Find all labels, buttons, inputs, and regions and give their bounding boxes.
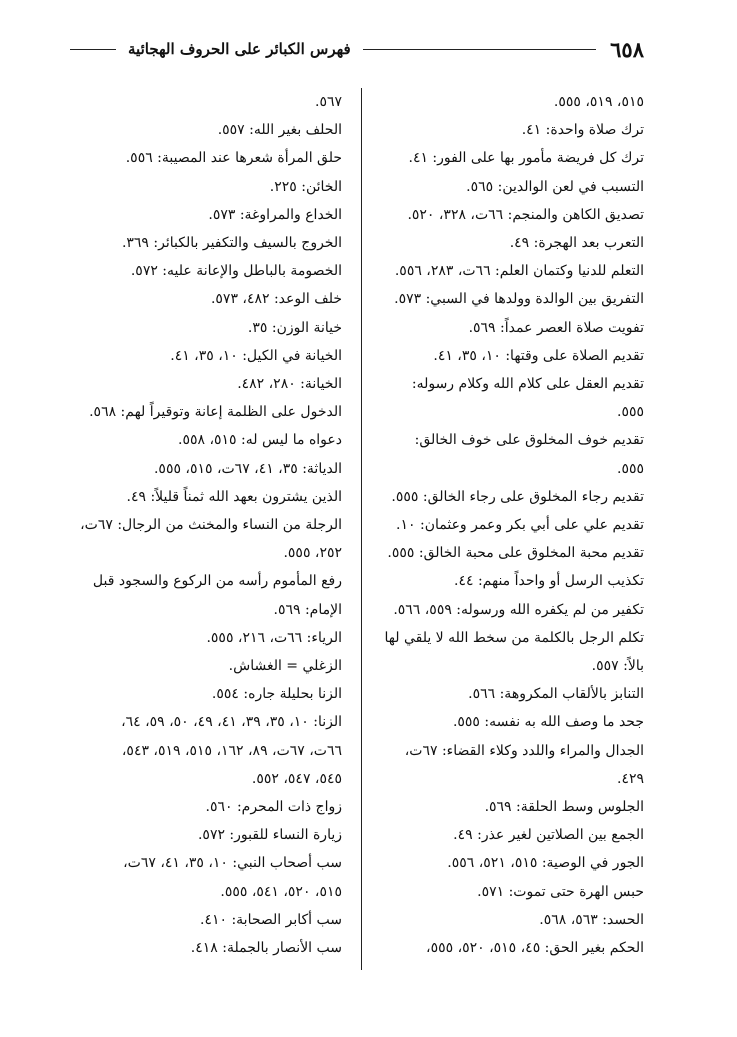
index-entry: زيارة النساء للقبور: ٥٧٢. [197, 827, 342, 844]
index-entry: خيانة الوزن: ٣٥. [247, 319, 342, 336]
index-entry: تصديق الكاهن والمنجم: ٦٦ت، ٣٢٨، ٥٢٠. [407, 206, 644, 223]
index-entry: الخصومة بالباطل والإعانة عليه: ٥٧٢. [130, 263, 342, 280]
index-entry: تقديم رجاء المخلوق على رجاء الخالق: ٥٥٥. [391, 488, 644, 505]
index-entry: ٥١٥، ٥١٩، ٥٥٥. [553, 94, 644, 110]
index-entry: تقديم محبة المخلوق على محبة الخالق: ٥٥٥. [387, 545, 644, 562]
index-entry: تقديم خوف المخلوق على خوف الخالق: [414, 432, 644, 449]
index-entry: سب أكابر الصحابة: ٤١٠. [199, 911, 342, 928]
index-entry: ٥٥٥. [616, 460, 644, 477]
index-entry: الحكم بغير الحق: ٤٥، ٥١٥، ٥٢٠، ٥٥٥، [426, 940, 644, 957]
index-entry: الرياء: ٦٦ت، ٢١٦، ٥٥٥. [206, 629, 342, 646]
index-entry: الخائن: ٢٢٥. [269, 178, 342, 195]
index-entry: التنابز بالألقاب المكروهة: ٥٦٦. [468, 686, 644, 703]
index-entry: التعلم للدنيا وكتمان العلم: ٦٦ت، ٢٨٣، ٥٥٦. [394, 263, 644, 280]
index-entry: حبس الهرة حتى تموت: ٥٧١. [477, 883, 644, 900]
index-entry: دعواه ما ليس له: ٥١٥، ٥٥٨. [178, 432, 342, 449]
index-entry: سب الأنصار بالجملة: ٤١٨. [190, 940, 342, 957]
index-entry: تكلم الرجل بالكلمة من سخط الله لا يلقي لها [384, 629, 644, 646]
index-entry: التسبب في لعن الوالدين: ٥٦٥. [466, 178, 644, 195]
index-entry: الرجلة من النساء والمخنث من الرجال: ٦٧ت، [80, 517, 342, 534]
index-entry: الجلوس وسط الحلقة: ٥٦٩. [484, 799, 644, 816]
index-entry: ٦٦ت، ٦٧ت، ٨٩، ١٦٢، ٥١٥، ٥١٩، ٥٤٣، [121, 742, 342, 759]
index-entry: الجمع بين الصلاتين لغير عذر: ٤٩. [453, 827, 644, 844]
index-entry: ٥٥٥. [616, 404, 644, 421]
index-entry: الدياثة: ٣٥، ٤١، ٦٧ت، ٥١٥، ٥٥٥. [153, 460, 342, 477]
index-entry: الإمام: ٥٦٩. [273, 601, 342, 618]
index-entry: زواج ذات المحرم: ٥٦٠. [205, 799, 342, 816]
index-entry: الخروج بالسيف والتكفير بالكبائر: ٣٦٩. [121, 235, 342, 252]
index-entry: الجدال والمراء واللدد وكلاء القضاء: ٦٧ت، [404, 742, 644, 759]
index-entry: ٢٥٢، ٥٥٥. [283, 545, 342, 562]
index-entry: تقديم علي على أبي بكر وعمر وعثمان: ١٠. [396, 517, 644, 534]
index-entry: تقديم الصلاة على وقتها: ١٠، ٣٥، ٤١. [433, 347, 644, 364]
index-entry: ٥٤٥، ٥٤٧، ٥٥٢. [251, 770, 342, 787]
index-entry: الجور في الوصية: ٥١٥، ٥٢١، ٥٥٦. [447, 855, 644, 872]
index-entry: الخداع والمراوغة: ٥٧٣. [208, 206, 342, 223]
index-entry: الزنا: ١٠، ٣٥، ٣٩، ٤١، ٤٩، ٥٠، ٥٩، ٦٤، [121, 714, 342, 731]
index-entry: الخيانة: ٢٨٠، ٤٨٢. [237, 376, 342, 393]
index-entry: الزنا بحليلة جاره: ٥٥٤. [211, 686, 342, 703]
header-rule [70, 49, 116, 50]
index-entry: ٥٦٧. [314, 94, 342, 110]
index-entry: تفويت صلاة العصر عمداً: ٥٦٩. [468, 319, 644, 336]
page-number: ٦٥٨ [610, 36, 644, 62]
index-entry: بالاً: ٥٥٧. [591, 658, 644, 675]
index-entry: الدخول على الظلمة إعانة وتوقيراً لهم: ٥٦٨. [89, 404, 342, 421]
index-entry: ترك صلاة واحدة: ٤١. [521, 122, 644, 139]
page-header [70, 36, 644, 62]
index-entry: ترك كل فريضة مأمور بها على الفور: ٤١. [408, 150, 644, 167]
index-entry: الحسد: ٥٦٣، ٥٦٨. [539, 911, 644, 928]
index-entry: التفريق بين الوالدة وولدها في السبي: ٥٧٣. [394, 291, 644, 308]
index-entry: جحد ما وصف الله به نفسه: ٥٥٥. [452, 714, 644, 731]
index-entry: ٥١٥، ٥٢٠، ٥٤١، ٥٥٥. [220, 883, 342, 900]
column-divider [361, 88, 362, 970]
index-entry: تقديم العقل على كلام الله وكلام رسوله: [411, 376, 644, 393]
index-entry: خلف الوعد: ٤٨٢، ٥٧٣. [210, 291, 342, 308]
index-entry: حلق المرأة شعرها عند المصيبة: ٥٥٦. [125, 150, 342, 167]
index-column-right [372, 88, 644, 962]
index-entry: ٤٢٩. [616, 770, 644, 787]
index-entry: تكفير من لم يكفره الله ورسوله: ٥٥٩، ٥٦٦. [393, 601, 644, 618]
running-title: فهرس الكبائر على الحروف الهجائية [128, 40, 351, 58]
index-entry: سب أصحاب النبي: ١٠، ٣٥، ٤١، ٦٧ت، [123, 855, 342, 872]
index-entry: الخيانة في الكيل: ١٠، ٣٥، ٤١. [170, 347, 342, 364]
index-entry: الحلف بغير الله: ٥٥٧. [217, 122, 342, 139]
index-entry: الذين يشترون بعهد الله ثمناً قليلاً: ٤٩. [126, 488, 342, 505]
index-entry: الزغلي = الغشاش. [228, 658, 342, 675]
index-entry: التعرب بعد الهجرة: ٤٩. [509, 235, 644, 252]
index-entry: تكذيب الرسل أو واحداً منهم: ٤٤. [454, 573, 644, 590]
index-column-left [72, 88, 342, 962]
header-rule [363, 49, 596, 50]
index-entry: رفع المأموم رأسه من الركوع والسجود قبل [92, 573, 342, 590]
